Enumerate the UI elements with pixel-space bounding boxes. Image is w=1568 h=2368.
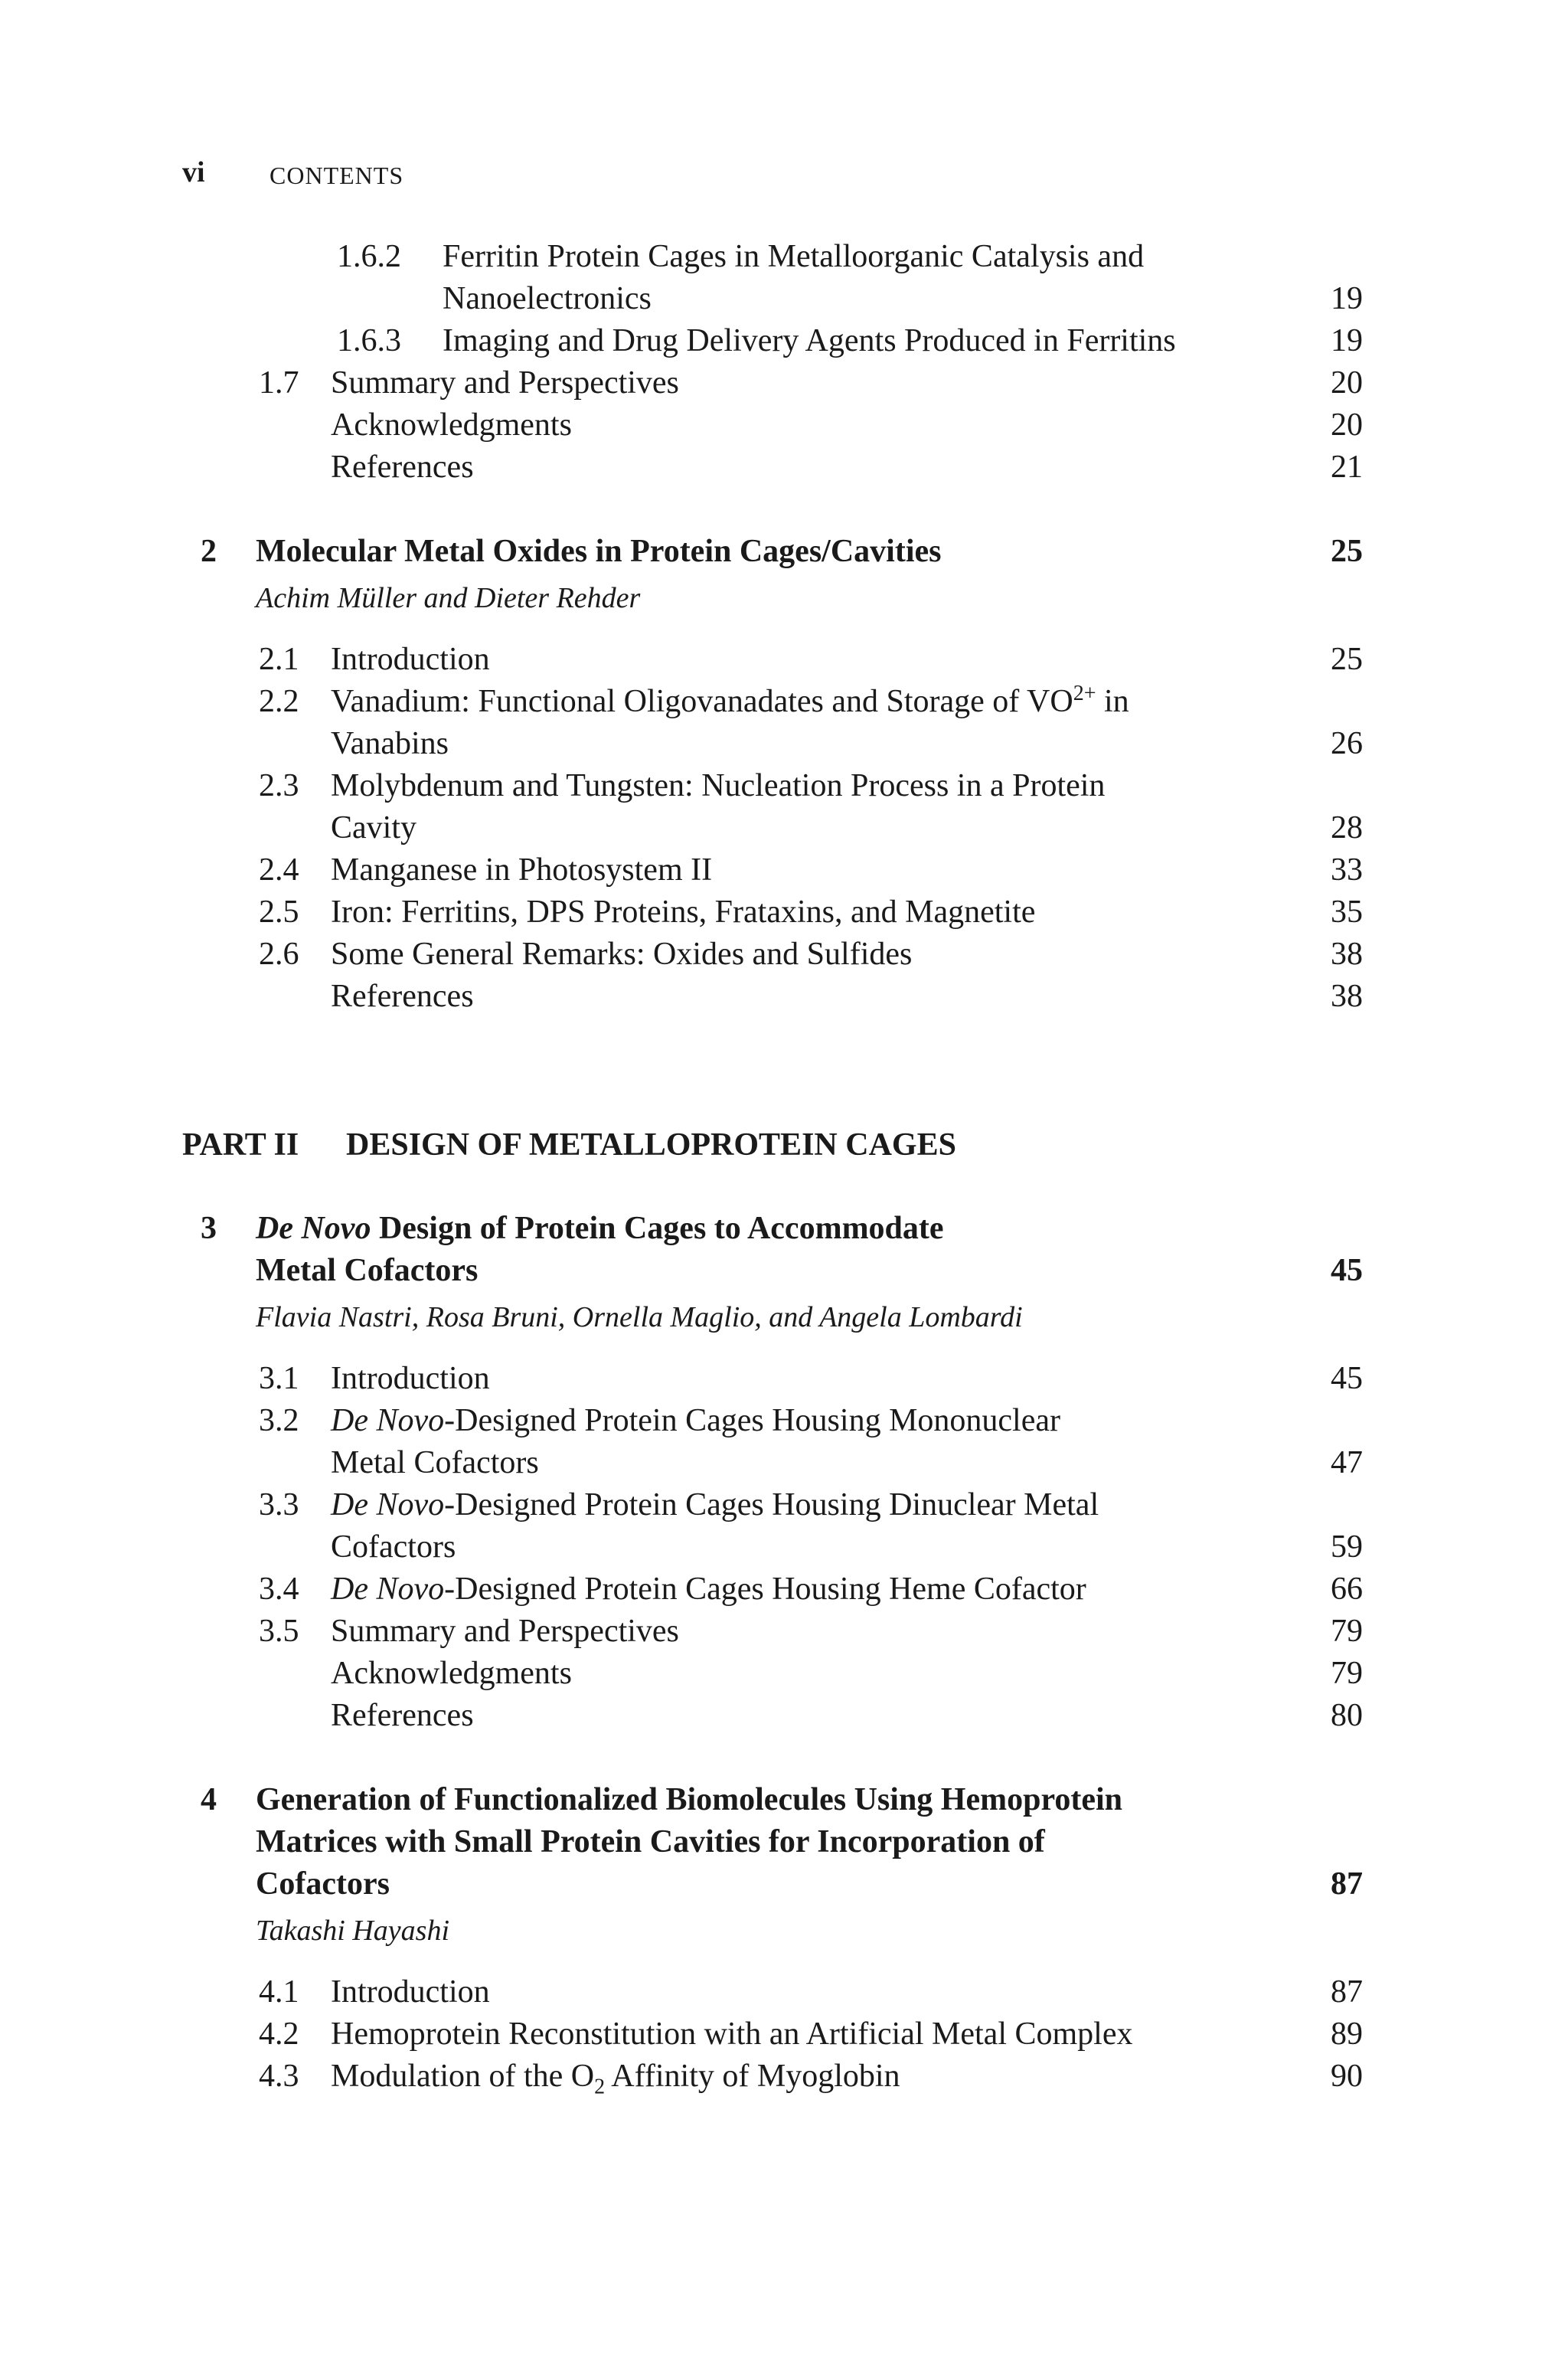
section-number: 2.1 [259,642,299,677]
chapter-authors: Flavia Nastri, Rosa Bruni, Ornella Maglio, and Angela Lombardi [256,1301,1023,1333]
section-title-cont: Metal Cofactors [331,1445,539,1480]
section-title: References [331,979,474,1014]
page-ref: 20 [1331,407,1363,443]
section-title-cont: Vanabins [331,726,449,761]
chapter-number: 2 [201,534,217,569]
page-ref: 20 [1331,365,1363,401]
subscript: 2 [594,2075,606,2099]
section-title: Iron: Ferritins, DPS Proteins, Frataxins, and Magnetite [331,895,1036,930]
section-title-cont: Cavity [331,810,416,845]
running-title: CONTENTS [270,162,404,189]
section-title: De Novo-Designed Protein Cages Housing Mononuclear [331,1403,1060,1438]
section-title: Summary and Perspectives [331,365,679,401]
section-number: 4.3 [259,2059,299,2094]
page-ref: 45 [1331,1361,1363,1396]
chapter-title-cont: Metal Cofactors [256,1253,479,1288]
page-ref: 66 [1331,1572,1363,1607]
chapter-authors: Achim Müller and Dieter Rehder [256,582,641,614]
section-number: 2.5 [259,895,299,930]
section-title: Modulation of the $O_2$ Affinity of Myoglobin [331,2059,900,2099]
section-number: 2.3 [259,768,299,803]
page-ref: 87 [1331,1866,1363,1902]
section-title: Introduction [331,1974,490,2010]
part-label: PART II [182,1127,299,1163]
section-number: 3.4 [259,1572,299,1607]
section-title: Acknowledgments [331,1656,572,1691]
section-title: Introduction [331,642,490,677]
chapter-title: De Novo Design of Protein Cages to Accommodate [256,1211,944,1246]
page-ref: 19 [1331,281,1363,316]
page-ref: 87 [1331,1974,1363,2010]
section-number: 2.2 [259,684,299,719]
section-title: Ferritin Protein Cages in Metalloorganic Catalysis and [443,239,1145,274]
chapter-authors: Takashi Hayashi [256,1915,450,1947]
page-ref: 25 [1331,642,1363,677]
section-title: Summary and Perspectives [331,1614,679,1649]
section-title-cont: Nanoelectronics [443,281,652,316]
section-number: 1.6.2 [337,239,401,274]
section-number: 2.6 [259,937,299,972]
section-title: Introduction [331,1361,490,1396]
page-ref: 79 [1331,1614,1363,1649]
section-title: Hemoprotein Reconstitution with an Artificial Metal Complex [331,2016,1133,2052]
page-ref: 19 [1331,323,1363,358]
section-number: 3.5 [259,1614,299,1649]
section-title: References [331,450,474,485]
page-ref: 79 [1331,1656,1363,1691]
page-ref: 33 [1331,852,1363,888]
section-number: 2.4 [259,852,299,888]
page-ref: 90 [1331,2059,1363,2094]
page-ref: 28 [1331,810,1363,845]
page-ref: 26 [1331,726,1363,761]
page-ref: 21 [1331,450,1363,485]
page-number: vi [182,156,205,188]
superscript: 2+ [1073,682,1096,705]
section-title: Acknowledgments [331,407,572,443]
section-title-cont: Cofactors [331,1529,456,1565]
chapter-number: 4 [201,1782,217,1817]
section-title: Manganese in Photosystem II [331,852,713,888]
section-title: De Novo-Designed Protein Cages Housing Heme Cofactor [331,1572,1086,1607]
section-title: Some General Remarks: Oxides and Sulfides [331,937,913,972]
chapter-title: Molecular Metal Oxides in Protein Cages/Cavities [256,534,942,569]
section-number: 4.2 [259,2016,299,2052]
page-ref: 45 [1331,1253,1363,1288]
page-ref: 38 [1331,937,1363,972]
section-title: Vanadium: Functional Oligovanadates and Storage of $VO^{2+}$ in [331,682,1129,719]
page-ref: 25 [1331,534,1363,569]
section-number: 1.7 [259,365,299,401]
section-title: References [331,1698,474,1733]
page-ref: 89 [1331,2016,1363,2052]
section-number: 4.1 [259,1974,299,2010]
chapter-title: Generation of Functionalized Biomolecules Using Hemoprotein [256,1782,1122,1817]
chapter-number: 3 [201,1211,217,1246]
chapter-title-cont: Matrices with Small Protein Cavities for Incorporation of [256,1824,1045,1859]
part-title: DESIGN OF METALLOPROTEIN CAGES [346,1127,956,1163]
page-ref: 35 [1331,895,1363,930]
section-number: 1.6.3 [337,323,401,358]
section-title: Imaging and Drug Delivery Agents Produced in Ferritins [443,323,1176,358]
page-ref: 47 [1331,1445,1363,1480]
page-ref: 38 [1331,979,1363,1014]
section-number: 3.2 [259,1403,299,1438]
section-number: 3.3 [259,1487,299,1523]
chapter-title-cont: Cofactors [256,1866,390,1902]
page-ref: 80 [1331,1698,1363,1733]
page-ref: 59 [1331,1529,1363,1565]
section-title: Molybdenum and Tungsten: Nucleation Process in a Protein [331,768,1106,803]
section-number: 3.1 [259,1361,299,1396]
section-title: De Novo-Designed Protein Cages Housing Dinuclear Metal [331,1487,1099,1523]
